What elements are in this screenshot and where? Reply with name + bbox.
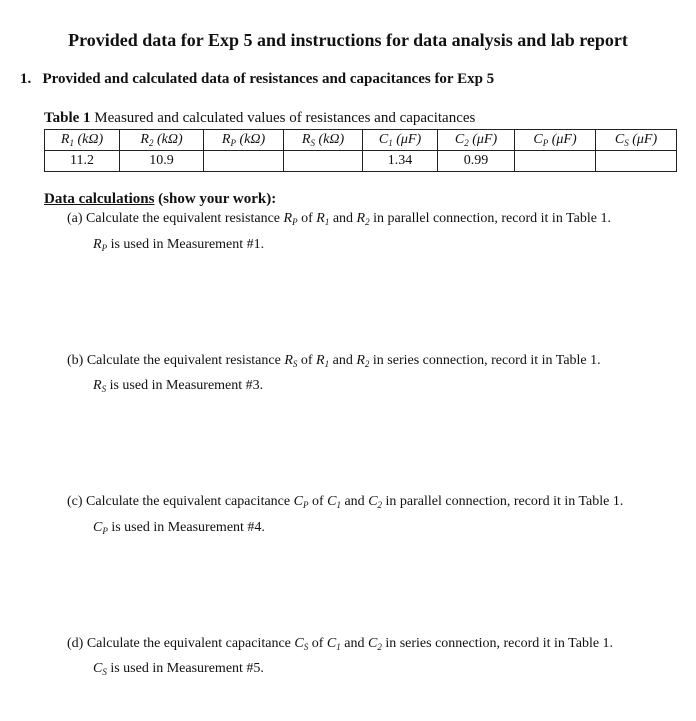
header-cell: $C_1$ (μF): [363, 130, 438, 151]
instruction-item: (b) Calculate the equivalent resistance $R_S$ of $R_1$ and $R_2$ in series connection, record it in Table 1.: [67, 353, 601, 369]
instruction-note: $C_P$ is used in Measurement #4.: [93, 520, 265, 536]
header-cell: $R_S$ (kΩ): [284, 130, 363, 151]
table-row: [45, 151, 677, 172]
table-caption-label: Table 1: [44, 110, 91, 126]
value-cell: [515, 151, 596, 172]
header-cell: $R_P$ (kΩ): [204, 130, 284, 151]
header-cell: $R_2$ (kΩ): [120, 130, 204, 151]
calculations-heading-underlined: Data calculations: [44, 191, 155, 207]
instruction-note: $R_S$ is used in Measurement #3.: [93, 378, 264, 394]
section-text: Provided and calculated data of resistances and capacitances for Exp 5: [42, 71, 495, 87]
header-cell: $R_1$ (kΩ): [45, 130, 120, 151]
instruction-item: (a) Calculate the equivalent resistance $R_P$ of $R_1$ and $R_2$ in parallel connection, record it in Table 1.: [67, 211, 611, 227]
value-cell: 1.34: [363, 151, 438, 172]
header-cell: $C_2$ (μF): [438, 130, 515, 151]
section-heading: [20, 71, 494, 88]
value-cell: [284, 151, 363, 172]
table-caption-text: Measured and calculated values of resistances and capacitances: [94, 110, 476, 126]
instruction-item: (c) Calculate the equivalent capacitance $C_P$ of $C_1$ and $C_2$ in parallel connection, record it in Table 1.: [67, 494, 624, 510]
header-cell: $C_P$ (μF): [515, 130, 596, 151]
value-cell: [204, 151, 284, 172]
instruction-note: $R_P$ is used in Measurement #1.: [93, 237, 265, 253]
value-cell: 11.2: [45, 151, 120, 172]
section-number: 1.: [20, 71, 32, 87]
table-header-row: [45, 130, 677, 151]
calculations-heading: [44, 191, 276, 208]
instruction-item: (d) Calculate the equivalent capacitance $C_S$ of $C_1$ and $C_2$ in series connection, record it in Table 1.: [67, 636, 614, 652]
value-cell: [596, 151, 677, 172]
instruction-note: $C_S$ is used in Measurement #5.: [93, 661, 264, 677]
calculations-heading-rest: (show your work):: [154, 191, 277, 207]
header-cell: $C_S$ (μF): [596, 130, 677, 151]
value-cell: 10.9: [120, 151, 204, 172]
value-cell: 0.99: [438, 151, 515, 172]
table-caption: [44, 110, 475, 127]
values-table: [44, 129, 677, 172]
page-title: Provided data for Exp 5 and instructions for data analysis and lab report: [68, 30, 628, 50]
